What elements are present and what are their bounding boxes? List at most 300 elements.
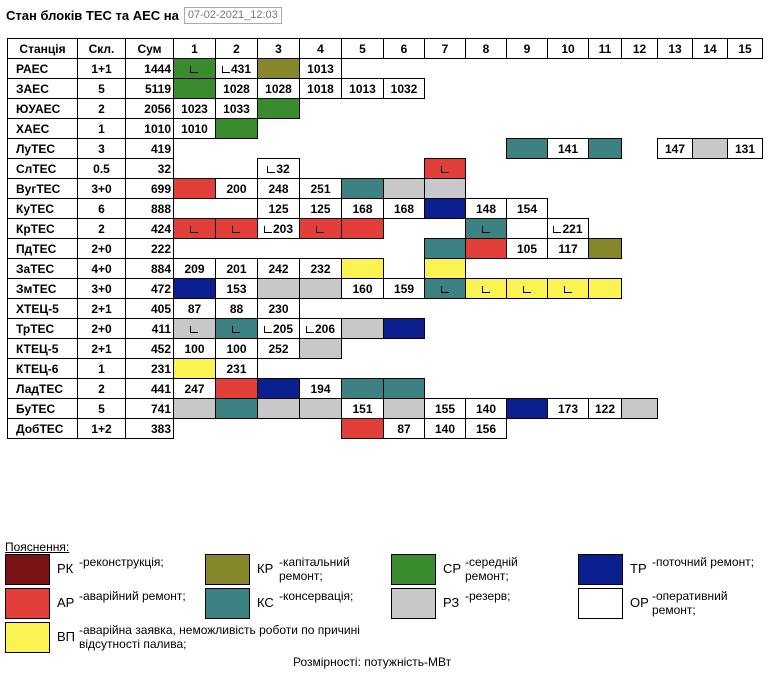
unit-cell	[216, 399, 258, 419]
unit-cell	[258, 259, 300, 279]
unit-cell-empty	[728, 99, 763, 119]
legend-code: АР	[57, 595, 75, 610]
table-row	[8, 139, 763, 159]
unit-cell-empty	[622, 339, 658, 359]
unit-power-value: 194	[310, 381, 331, 396]
unit-cell-empty	[548, 79, 589, 99]
unit-power-value: 131	[734, 141, 756, 156]
unit-cell-empty	[622, 179, 658, 199]
unit-cell	[342, 419, 384, 439]
station-config: 1+2	[78, 419, 126, 439]
unit-cell-empty	[258, 359, 300, 379]
station-sum: 1444	[126, 59, 174, 79]
table-row	[8, 79, 763, 99]
unit-cell-empty	[658, 279, 693, 299]
unit-cell-empty	[548, 199, 589, 219]
legend-swatch	[578, 588, 623, 619]
column-header-unit-15: 15	[728, 39, 763, 59]
unit-cell-empty	[466, 359, 507, 379]
station-sum: 405	[126, 299, 174, 319]
unit-cell	[384, 319, 425, 339]
unit-marker-icon	[264, 226, 272, 233]
unit-cell-empty	[589, 179, 622, 199]
unit-cell-empty	[658, 159, 693, 179]
unit-cell-empty	[658, 79, 693, 99]
unit-cell	[216, 59, 258, 79]
unit-marker-icon	[553, 226, 561, 233]
legend-description: -реконструкція;	[79, 555, 164, 569]
unit-cell-empty	[507, 339, 548, 359]
status-table	[7, 38, 763, 439]
unit-cell	[466, 199, 507, 219]
unit-cell-empty	[622, 299, 658, 319]
unit-cell	[216, 379, 258, 399]
unit-cell-empty	[693, 79, 728, 99]
unit-cell	[216, 299, 258, 319]
station-sum: 741	[126, 399, 174, 419]
unit-cell-empty	[728, 339, 763, 359]
unit-cell-empty	[174, 419, 216, 439]
unit-cell	[300, 379, 342, 399]
unit-cell-empty	[174, 159, 216, 179]
station-name: КТЕЦ-5	[8, 339, 78, 359]
legend-item-ar	[5, 588, 219, 619]
unit-cell-empty	[589, 259, 622, 279]
unit-cell	[174, 259, 216, 279]
unit-cell	[174, 99, 216, 119]
station-config: 1	[78, 119, 126, 139]
unit-cell-empty	[384, 159, 425, 179]
unit-cell-empty	[622, 199, 658, 219]
unit-cell-empty	[693, 119, 728, 139]
unit-cell	[216, 99, 258, 119]
unit-cell	[425, 199, 466, 219]
unit-cell-empty	[425, 59, 466, 79]
unit-cell-empty	[507, 179, 548, 199]
unit-power-value: 151	[352, 401, 373, 416]
unit-cell	[342, 199, 384, 219]
unit-cell	[425, 279, 466, 299]
unit-cell-empty	[425, 359, 466, 379]
unit-power-value: 230	[268, 301, 289, 316]
unit-power-value: 168	[352, 201, 373, 216]
station-name: ПдТЕС	[8, 239, 78, 259]
unit-cell-empty	[622, 279, 658, 299]
unit-cell-empty	[425, 379, 466, 399]
unit-cell	[507, 239, 548, 259]
unit-cell-empty	[622, 259, 658, 279]
unit-cell	[622, 399, 658, 419]
unit-power-value: 248	[268, 181, 289, 196]
legend-item-ok	[578, 588, 772, 619]
column-header-unit-3: 3	[258, 39, 300, 59]
unit-cell	[258, 399, 300, 419]
legend-code: ТР	[630, 561, 647, 576]
unit-cell-empty	[300, 119, 342, 139]
legend-swatch	[391, 554, 436, 585]
unit-power-value: 32	[276, 161, 290, 176]
station-config: 2	[78, 99, 126, 119]
unit-cell-empty	[384, 59, 425, 79]
legend-description: -оперативний ремонт;	[652, 589, 728, 617]
station-config: 3+0	[78, 279, 126, 299]
unit-cell	[216, 259, 258, 279]
unit-cell-empty	[466, 379, 507, 399]
unit-cell-empty	[342, 159, 384, 179]
unit-power-value: 87	[397, 421, 411, 436]
unit-cell-empty	[693, 319, 728, 339]
unit-power-value: 147	[664, 141, 686, 156]
station-sum: 231	[126, 359, 174, 379]
unit-cell-empty	[693, 339, 728, 359]
unit-cell-empty	[622, 159, 658, 179]
unit-cell-empty	[658, 379, 693, 399]
unit-cell	[693, 139, 728, 159]
legend-description: -аварійний ремонт;	[79, 589, 186, 603]
unit-cell-empty	[342, 359, 384, 379]
unit-cell-empty	[658, 319, 693, 339]
column-header-sum: Сум	[126, 39, 174, 59]
unit-cell	[258, 219, 300, 239]
unit-cell-empty	[693, 59, 728, 79]
unit-cell-empty	[384, 139, 425, 159]
legend-item-rk	[5, 554, 189, 585]
unit-cell-empty	[658, 239, 693, 259]
station-config: 5	[78, 79, 126, 99]
station-sum: 472	[126, 279, 174, 299]
unit-cell-empty	[466, 319, 507, 339]
unit-marker-icon	[222, 66, 230, 73]
unit-cell	[258, 339, 300, 359]
unit-cell-empty	[216, 139, 258, 159]
unit-cell-empty	[507, 419, 548, 439]
legend-swatch	[205, 554, 250, 585]
unit-cell	[548, 139, 589, 159]
unit-cell	[258, 159, 300, 179]
station-sum: 32	[126, 159, 174, 179]
legend-code: СР	[443, 561, 462, 576]
unit-cell-empty	[384, 219, 425, 239]
unit-cell-empty	[548, 299, 589, 319]
unit-cell-empty	[728, 319, 763, 339]
station-sum: 5119	[126, 79, 174, 99]
unit-cell	[507, 399, 548, 419]
unit-cell-empty	[728, 379, 763, 399]
unit-cell-empty	[622, 79, 658, 99]
unit-cell-empty	[425, 319, 466, 339]
unit-cell	[466, 219, 507, 239]
unit-cell	[174, 79, 216, 99]
station-name: ВугТЕС	[8, 179, 78, 199]
unit-cell-empty	[425, 99, 466, 119]
unit-cell-empty	[300, 359, 342, 379]
unit-cell-empty	[507, 259, 548, 279]
station-name: РАЕС	[8, 59, 78, 79]
unit-cell	[589, 139, 622, 159]
unit-cell-empty	[693, 399, 728, 419]
column-header-unit-6: 6	[384, 39, 425, 59]
unit-cell	[466, 279, 507, 299]
unit-cell-empty	[466, 139, 507, 159]
unit-cell-empty	[507, 319, 548, 339]
unit-cell	[174, 119, 216, 139]
unit-cell-empty	[174, 199, 216, 219]
station-sum: 884	[126, 259, 174, 279]
station-sum: 419	[126, 139, 174, 159]
datetime-input[interactable]	[184, 7, 282, 24]
unit-power-value: 1028	[265, 81, 292, 96]
unit-cell-empty	[622, 379, 658, 399]
unit-cell-empty	[466, 119, 507, 139]
unit-cell-empty	[384, 99, 425, 119]
unit-marker-icon	[441, 166, 449, 173]
unit-cell	[258, 319, 300, 339]
unit-cell-empty	[507, 379, 548, 399]
unit-cell-empty	[258, 119, 300, 139]
column-header-unit-9: 9	[507, 39, 548, 59]
unit-cell	[300, 279, 342, 299]
unit-cell	[216, 339, 258, 359]
unit-cell-empty	[622, 239, 658, 259]
unit-cell-empty	[300, 419, 342, 439]
unit-cell-empty	[342, 119, 384, 139]
unit-cell-empty	[548, 119, 589, 139]
unit-cell-empty	[548, 99, 589, 119]
unit-cell-empty	[384, 119, 425, 139]
station-name: ТрТЕС	[8, 319, 78, 339]
table-header-row	[8, 39, 763, 59]
unit-cell-empty	[216, 419, 258, 439]
unit-power-value: 203	[272, 221, 294, 236]
unit-power-value: 159	[393, 281, 415, 296]
legend-description: -консервація;	[279, 589, 354, 603]
unit-cell-empty	[300, 299, 342, 319]
legend-swatch	[5, 588, 50, 619]
unit-cell-empty	[466, 259, 507, 279]
legend-item-kr	[205, 554, 389, 585]
unit-cell	[300, 59, 342, 79]
unit-cell-empty	[425, 79, 466, 99]
station-name: ЛуТЕС	[8, 139, 78, 159]
unit-power-value: 1033	[223, 101, 250, 116]
unit-cell-empty	[728, 179, 763, 199]
unit-power-value: 156	[475, 421, 497, 436]
unit-cell-empty	[658, 199, 693, 219]
unit-cell	[300, 259, 342, 279]
unit-power-value: 1013	[307, 61, 334, 76]
table-row	[8, 339, 763, 359]
unit-cell-empty	[622, 319, 658, 339]
table-row	[8, 99, 763, 119]
table-row	[8, 119, 763, 139]
unit-cell-empty	[174, 239, 216, 259]
station-config: 3	[78, 139, 126, 159]
unit-cell	[728, 139, 763, 159]
station-name: КрТЕС	[8, 219, 78, 239]
unit-cell	[658, 139, 693, 159]
unit-cell	[342, 79, 384, 99]
unit-cell-empty	[342, 139, 384, 159]
unit-cell-empty	[693, 419, 728, 439]
unit-cell	[342, 279, 384, 299]
table-row	[8, 379, 763, 399]
unit-power-value: 160	[352, 281, 373, 296]
unit-cell-empty	[466, 159, 507, 179]
unit-cell-empty	[728, 199, 763, 219]
unit-cell-empty	[216, 239, 258, 259]
unit-cell-empty	[622, 119, 658, 139]
unit-cell	[342, 399, 384, 419]
unit-marker-icon	[564, 286, 572, 293]
unit-cell-empty	[589, 79, 622, 99]
unit-cell-empty	[728, 79, 763, 99]
unit-power-value: 206	[314, 321, 336, 336]
unit-cell-empty	[658, 339, 693, 359]
unit-cell-empty	[693, 159, 728, 179]
unit-marker-icon	[441, 286, 449, 293]
column-header-unit-5: 5	[342, 39, 384, 59]
unit-cell-empty	[728, 279, 763, 299]
unit-marker-icon	[190, 66, 198, 73]
unit-cell-empty	[466, 99, 507, 119]
station-config: 2+0	[78, 319, 126, 339]
unit-cell	[342, 179, 384, 199]
station-name: СлТЕС	[8, 159, 78, 179]
unit-cell-empty	[507, 299, 548, 319]
table-row	[8, 359, 763, 379]
legend-description: -поточний ремонт;	[652, 555, 755, 569]
unit-cell-empty	[384, 239, 425, 259]
station-config: 2+1	[78, 299, 126, 319]
unit-cell-empty	[728, 259, 763, 279]
unit-cell-empty	[258, 239, 300, 259]
unit-cell-empty	[507, 159, 548, 179]
unit-cell	[507, 199, 548, 219]
station-config: 2+1	[78, 339, 126, 359]
unit-cell-empty	[693, 299, 728, 319]
unit-cell-empty	[425, 119, 466, 139]
unit-cell-empty	[658, 299, 693, 319]
unit-cell	[216, 279, 258, 299]
unit-cell-empty	[466, 79, 507, 99]
unit-cell-empty	[216, 159, 258, 179]
unit-cell	[300, 219, 342, 239]
unit-marker-icon	[316, 226, 324, 233]
unit-cell-empty	[693, 259, 728, 279]
column-header-station: Станція	[8, 39, 78, 59]
legend-title: Пояснення:	[5, 540, 70, 554]
table-row	[8, 259, 763, 279]
unit-power-value: 125	[310, 201, 331, 216]
unit-cell	[216, 319, 258, 339]
table-row	[8, 199, 763, 219]
unit-marker-icon	[306, 326, 314, 333]
unit-power-value: 153	[226, 281, 247, 296]
unit-cell	[548, 399, 589, 419]
unit-cell-empty	[693, 279, 728, 299]
unit-cell	[466, 419, 507, 439]
unit-cell	[384, 379, 425, 399]
table-row	[8, 399, 763, 419]
column-header-unit-12: 12	[622, 39, 658, 59]
unit-cell-empty	[658, 419, 693, 439]
unit-cell	[258, 59, 300, 79]
unit-cell-empty	[216, 199, 258, 219]
unit-cell-empty	[589, 319, 622, 339]
unit-cell	[174, 319, 216, 339]
unit-cell-empty	[548, 159, 589, 179]
legend-item-cp	[391, 554, 560, 585]
unit-cell	[216, 179, 258, 199]
unit-cell	[466, 399, 507, 419]
unit-cell	[258, 299, 300, 319]
station-sum: 888	[126, 199, 174, 219]
unit-marker-icon	[190, 226, 198, 233]
unit-cell-empty	[300, 99, 342, 119]
station-config: 6	[78, 199, 126, 219]
unit-cell	[300, 319, 342, 339]
station-name: ХАЕС	[8, 119, 78, 139]
unit-cell	[548, 239, 589, 259]
station-config: 3+0	[78, 179, 126, 199]
unit-power-value: 87	[187, 301, 202, 316]
station-sum: 411	[126, 319, 174, 339]
station-config: 2	[78, 219, 126, 239]
unit-cell-empty	[589, 119, 622, 139]
legend-item-vp	[5, 622, 379, 653]
unit-cell	[258, 179, 300, 199]
column-header-unit-14: 14	[693, 39, 728, 59]
unit-cell	[258, 279, 300, 299]
unit-power-value: 209	[184, 261, 205, 276]
unit-cell	[300, 179, 342, 199]
unit-cell-empty	[548, 359, 589, 379]
legend-swatch	[5, 554, 50, 585]
unit-marker-icon	[232, 226, 240, 233]
unit-cell-empty	[728, 219, 763, 239]
unit-marker-icon	[482, 226, 490, 233]
unit-cell	[384, 279, 425, 299]
unit-cell-empty	[342, 299, 384, 319]
unit-power-value: 105	[516, 241, 538, 256]
unit-power-value: 201	[226, 261, 247, 276]
unit-cell-empty	[548, 339, 589, 359]
station-name: КТЕЦ-6	[8, 359, 78, 379]
station-name: ЛадТЕС	[8, 379, 78, 399]
station-config: 2	[78, 379, 126, 399]
station-name: КуТЕС	[8, 199, 78, 219]
column-header-unit-11: 11	[589, 39, 622, 59]
unit-cell-empty	[548, 59, 589, 79]
station-sum: 2056	[126, 99, 174, 119]
station-name: БуТЕС	[8, 399, 78, 419]
unit-cell-empty	[507, 119, 548, 139]
unit-cell-empty	[425, 219, 466, 239]
table-row	[8, 219, 763, 239]
unit-power-value: 431	[230, 61, 252, 76]
legend-code: РК	[57, 561, 74, 576]
unit-cell	[589, 279, 622, 299]
unit-cell	[174, 299, 216, 319]
unit-cell-empty	[258, 419, 300, 439]
legend-code: РЗ	[443, 595, 460, 610]
unit-power-value: 148	[475, 201, 497, 216]
unit-cell-empty	[466, 59, 507, 79]
legend-code: ОР	[630, 595, 649, 610]
unit-cell-empty	[658, 399, 693, 419]
unit-power-value: 1023	[181, 101, 208, 116]
station-sum: 424	[126, 219, 174, 239]
